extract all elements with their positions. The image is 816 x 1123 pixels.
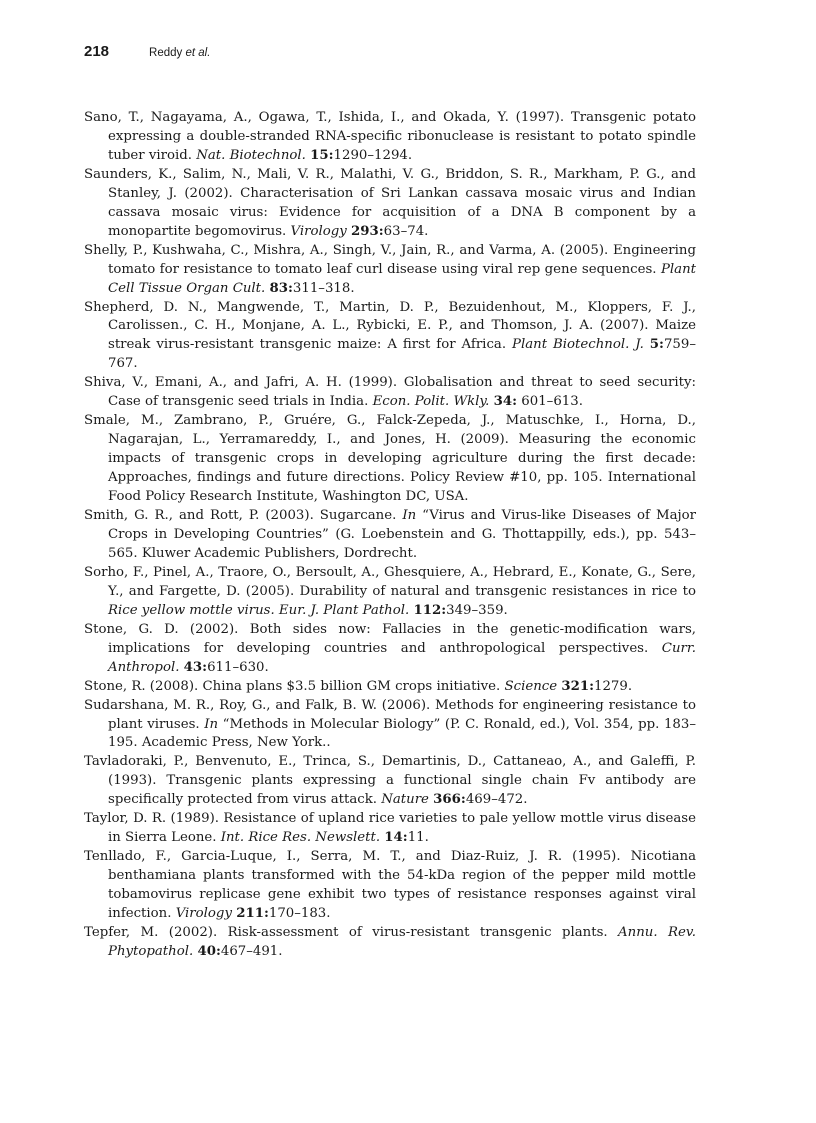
reference-italic-text: Science	[504, 678, 558, 694]
reference-volume: 83:	[269, 280, 293, 296]
reference-entry	[84, 697, 696, 754]
reference-italic-text: Plant Biotechnol. J.	[512, 337, 644, 353]
reference-entry	[84, 109, 696, 166]
reference-text: 311–318.	[292, 280, 355, 296]
reference-volume: 34:	[493, 394, 518, 410]
reference-text: 759–767.	[108, 337, 696, 372]
reference-text: Stone, R. (2008). China plans $3.5 billion GM crops initiative.	[84, 678, 505, 694]
reference-entry	[84, 678, 696, 697]
reference-italic-text: In	[402, 508, 417, 524]
reference-volume: 321:	[561, 678, 594, 694]
reference-italic-text: Curr. Anthropol.	[108, 640, 696, 675]
reference-text: Tenllado, F., Garcia-Luque, I., Serra, M. T., and Diaz-Ruiz, J. R. (1995). Nicotiana benthamiana plants transformed with the 54-kDa region of the pepper mild mottle tobamovirus replicase gene exhibit two types of resistance responses against viral infection.	[84, 849, 696, 922]
reference-italic-text: Nat. Biotechnol.	[196, 147, 306, 163]
reference-text: Stone, G. D. (2002). Both sides now: Fallacies in the genetic-modification wars, implications for developing countries and anthropological perspectives.	[84, 621, 696, 656]
reference-text: 469–472.	[465, 792, 528, 808]
reference-italic-text: Virology	[290, 223, 347, 239]
reference-volume: 5:	[649, 337, 664, 353]
reference-text: 1290–1294.	[333, 147, 413, 163]
reference-italic-text: Econ. Polit. Wkly.	[372, 394, 490, 410]
reference-text: “Virus and Virus-like Diseases of Major Crops in Developing Countries” (G. Loebenstein and G. Thottappilly, eds.), pp. 543–565. Kluwer Academic Publishers, Dordrecht.	[108, 508, 696, 561]
reference-entry	[84, 564, 696, 621]
reference-text: Saunders, K., Salim, N., Mali, V. R., Malathi, V. G., Briddon, S. R., Markham, P. G., and Stanley, J. (2002). Characterisation of Sri Lankan cassava mosaic virus and Indian cassava mosaic virus: Evidence for acquisition of a DNA B component by a monopartite begomovirus.	[84, 166, 696, 239]
reference-entry	[84, 374, 696, 412]
author-name: Reddy	[149, 47, 183, 59]
reference-entry	[84, 166, 696, 242]
reference-volume: 43:	[183, 659, 208, 675]
reference-entry	[84, 924, 696, 962]
reference-text: Sorho, F., Pinel, A., Traore, O., Bersoult, A., Ghesquiere, A., Hebrard, E., Konate, G., Sere, Y., and Fargette, D. (2005). Durability of natural and transgenic resistances in rice to	[84, 564, 696, 599]
reference-entry	[84, 848, 696, 924]
reference-volume: 112:	[413, 602, 447, 618]
reference-italic-text: Virology	[175, 906, 232, 922]
reference-text: 601–613.	[517, 394, 583, 410]
reference-list	[84, 109, 696, 962]
reference-entry	[84, 242, 696, 299]
reference-italic-text: Nature	[381, 792, 429, 808]
reference-italic-text: Int. Rice Res. Newslett.	[220, 830, 381, 846]
reference-text: 170–183.	[268, 906, 331, 922]
reference-text: Shepherd, D. N., Mangwende, T., Martin, D. P., Bezuidenhout, M., Kloppers, F. J., Carolissen., C. H., Monjane, A. L., Rybicki, E. P., and Thomson, J. A. (2007). Maize streak virus-resistant transgenic maize: A first for Africa.	[84, 299, 696, 353]
reference-text: Tavladoraki, P., Benvenuto, E., Trinca, S., Demartinis, D., Cattaneao, A., and Galeffi, P. (1993). Transgenic plants expressing a functional single chain Fv antibody are specifically protected from virus attack.	[84, 754, 696, 808]
reference-text: Tepfer, M. (2002). Risk-assessment of virus-resistant transgenic plants.	[84, 924, 619, 940]
reference-entry	[84, 753, 696, 810]
reference-entry	[84, 621, 696, 678]
reference-entry	[84, 810, 696, 848]
reference-volume: 366:	[433, 792, 466, 808]
reference-volume: 14:	[384, 830, 408, 846]
reference-italic-text: Plant Cell Tissue Organ Cult.	[108, 261, 696, 296]
reference-text: 349–359.	[446, 602, 508, 618]
reference-text: 11.	[407, 830, 429, 846]
reference-volume: 293:	[351, 223, 384, 239]
running-header	[84, 43, 210, 63]
reference-italic-text: In	[204, 716, 219, 732]
reference-text: Sudarshana, M. R., Roy, G., and Falk, B. W. (2006). Methods for engineering resistance to plant viruses.	[84, 697, 696, 732]
reference-italic-text: Rice yellow mottle virus. Eur. J. Plant Pathol.	[108, 602, 410, 618]
page-number: 218	[84, 43, 110, 60]
reference-text: Shiva, V., Emani, A., and Jafri, A. H. (1999). Globalisation and threat to seed security: Case of transgenic seed trials in India.	[84, 375, 696, 410]
reference-volume: 40:	[197, 943, 221, 959]
reference-text: Sano, T., Nagayama, A., Ogawa, T., Ishida, I., and Okada, Y. (1997). Transgenic potato expressing a double-stranded RNA-specific ribonuclease is resistant to potato spindle tuber viroid.	[84, 110, 696, 163]
reference-text: Smith, G. R., and Rott, P. (2003). Sugarcane.	[84, 508, 403, 524]
reference-volume: 15:	[310, 147, 334, 163]
reference-text: Taylor, D. R. (1989). Resistance of upland rice varieties to pale yellow mottle virus disease in Sierra Leone.	[84, 811, 696, 846]
reference-text: 63–74.	[383, 223, 429, 239]
reference-entry	[84, 412, 696, 507]
reference-entry	[84, 299, 696, 375]
reference-text: 1279.	[593, 678, 633, 694]
running-head-authors	[149, 47, 210, 59]
reference-entry	[84, 507, 696, 564]
reference-text: 611–630.	[207, 659, 269, 675]
reference-italic-text: Annu. Rev. Phytopathol.	[108, 924, 696, 959]
et-al: et al.	[185, 47, 211, 59]
reference-text: Shelly, P., Kushwaha, C., Mishra, A., Singh, V., Jain, R., and Varma, A. (2005). Engineering tomato for resistance to tomato leaf curl disease using viral rep gene sequences.	[84, 242, 696, 277]
reference-volume: 211:	[236, 906, 269, 922]
reference-text: “Methods in Molecular Biology” (P. C. Ronald, ed.), Vol. 354, pp. 183–195. Academic Press, New York..	[108, 716, 696, 751]
reference-text: Smale, M., Zambrano, P., Gruére, G., Falck-Zepeda, J., Matuschke, I., Horna, D., Nagarajan, L., Yerramareddy, I., and Jones, H. (2009). Measuring the economic impacts of transgenic crops in developing agriculture during the first decade: Approaches, findings and future directions. Policy Review #10, pp. 105. International Food Policy Research Institute, Washington DC, USA.	[84, 413, 696, 505]
reference-text: 467–491.	[220, 943, 283, 959]
